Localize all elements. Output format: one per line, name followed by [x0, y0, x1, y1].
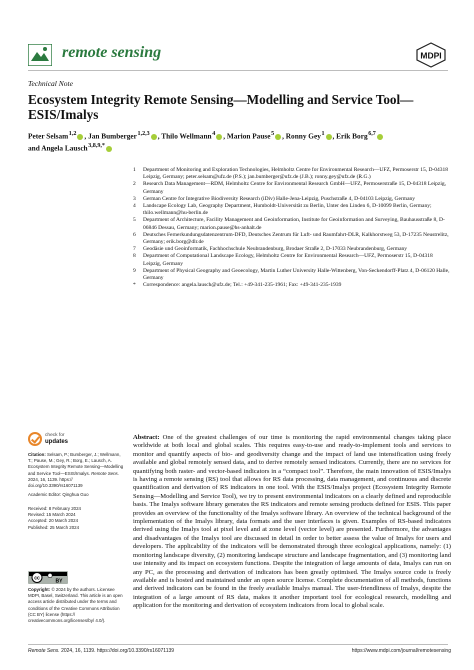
received-date: Received: 8 February 2024 — [28, 506, 81, 511]
author-name[interactable]: Erik Borg — [336, 131, 368, 141]
citation-journal: Remote Sens. — [91, 470, 119, 476]
affiliation-text: Landscape Ecology Lab, Geography Department, Humboldt-Universität zu Berlin, Unter den Linden 6, D-10099 Berlin, Germany; thilo.wellmann@hu-berlin.de — [143, 203, 432, 217]
affiliation-item — [133, 232, 451, 246]
journal-name[interactable]: remote sensing — [62, 44, 162, 61]
check-for-updates-label — [45, 433, 68, 446]
affiliation-item — [133, 196, 451, 203]
affiliation-list — [133, 167, 451, 289]
author-affil-sup: 5 — [271, 131, 275, 137]
cc-label: cc — [34, 575, 40, 582]
check-updates-bottom: updates — [45, 439, 69, 445]
affiliation-text: Correspondence: angela.lausch@ufz.de; Tel.: +49-341-235-1961; Fax: +49-341-235-1939 — [143, 282, 342, 289]
orcid-icon[interactable] — [77, 134, 83, 140]
citation-doi[interactable]: 2024, 16, 1139. https:// doi.org/10.3390/rs16071139 — [28, 476, 83, 489]
check-for-updates-button[interactable] — [28, 432, 88, 448]
affiliation-number: 8 — [133, 253, 136, 260]
affiliation-text: Department of Architecture, Facility Management and Geoinformation, Institute for Geoinformation and Surveying, Bauhausstraße 8, D-06846 Dessau, Germany; marion.pause@hs-anhalt.de — [143, 217, 445, 231]
orcid-icon[interactable] — [377, 134, 383, 140]
mdpi-logo-text: MDPI — [420, 50, 442, 61]
copyright-label: Copyright: — [28, 587, 51, 592]
abstract-label: Abstract: — [133, 434, 160, 441]
affiliation-number: 7 — [133, 246, 136, 253]
checkmark-icon — [28, 432, 42, 446]
affiliation-number: 2 — [133, 181, 136, 188]
published-date: Published: 25 March 2024 — [28, 524, 80, 530]
orcid-icon[interactable] — [106, 146, 112, 152]
journal-header — [28, 42, 448, 68]
citation-text: Selsam, P.; Bumberger, J.; Wellmann, T.; Pause, M.; Gey, R.; Borg, E.; Lausch, A. Ecosystem Integrity Remote Sensing—Modelling and Service Tool—ESIS/Imalys. — [28, 452, 124, 476]
affiliation-number: * — [133, 282, 136, 289]
affiliation-number: 3 — [133, 195, 136, 202]
author-affil-sup: 1,2 — [68, 131, 77, 137]
affiliation-text: Department of Computational Landscape Ecology, Helmholtz Centre for Environmental Research—UFZ, Permoserstr 15, D-04318 Leipzig, Germany — [143, 253, 433, 267]
author-name[interactable]: Thilo Wellmann — [161, 131, 212, 141]
author-name[interactable]: Ronny Gey — [285, 131, 321, 141]
footer-doi[interactable]: 2024, 16, 1139. https://doi.org/10.3390/rs16071139 — [61, 648, 175, 654]
affiliation-number: 9 — [133, 267, 136, 274]
affiliation-text: Department of Physical Geography and Geoecology, Martin Luther University Halle-Wittenberg, Von-Seckendorff-Platz 4, D-06120 Halle, Germany — [143, 267, 450, 282]
article-title: Ecosystem Integrity Remote Sensing—Modelling and Service Tool—ESIS/Imalys — [28, 92, 414, 122]
copyright-text: © 2024 by the authors. Licensee MDPI, Basel, Switzerland. This article is an open access article distributed under the terms and conditions of the Creative Commons Attribution (CC BY) license (https:// creativecommons.org/licenses/by/ 4.0/). — [28, 587, 123, 624]
editor-label: Academic Editor: — [28, 492, 62, 497]
citation-label: Citation: — [28, 452, 46, 457]
affiliation-text: Deutsches Fernerkundungsdatenzentrum-DFD, Deutsches Zentrum für Luft- und Raumfahrt-DLR, Kalkhorstweg 53, D-17235 Neustrelitz, Germany; erik.borg@dlr.de — [143, 231, 449, 246]
author-affil-sup: 3,8,9,* — [88, 143, 105, 150]
author-affil-sup: 6,7 — [368, 131, 376, 137]
correspondence-item — [133, 282, 451, 289]
author-name[interactable]: Marion Pause — [226, 131, 271, 141]
authors-connector: and — [28, 143, 40, 153]
editor-name: Qinghua Guo — [62, 492, 89, 497]
affiliation-item — [133, 217, 451, 231]
academic-editor-block — [28, 492, 126, 498]
affiliation-text: Department of Monitoring and Exploration Technologies, Helmholtz Centre for Environmental Research—UFZ, Permoserstr 15, D-04318 Leipzig, Germany; peter.selsam@ufz.de (P.S.); jan.bumberger@ufz.de (J.B.); ronny.gey@ufz.de (R.G.) — [143, 167, 449, 181]
orcid-icon[interactable] — [275, 134, 281, 140]
abstract-text: One of the greatest challenges of our time is monitoring the rapid environmental changes taking place worldwide at both local and global scales. This requires easy-to-use and ready-to-implement tools and services to monitor and quantify aspects of bio- and geodiversity change and the impact of land use intensification using freely available and global remotely sensed data, and to derive remotely sensed indicators. Currently, there are no services for quantifying both raster- and vector-based indicators in a “compact tool”. Therefore, the main innovation of ESIS/Imalys is having a remote sensing (RS) tool that allows for RS data processing, data management, and continuous and discrete quantification and derivation of RS indicators in one tool. With the ESIS/Imalys project (Ecosystem Integrity Remote Sensing—Modelling and Service Tool), we try to present environmental indicators on a clearly defined and reproducible basis. The Imalys software library generates the RS indicators and remote sensing products defined for ESIS. This paper provides an overview of the functionality of the Imalys software library. An overview of the technical background of the implementation of the Imalys library, data formats and the user interfaces is given. Examples of RS-based indicators derived using the Imalys tool at pixel level and at zone level (vector level) are presented. Furthermore, the advantages and disadvantages of the Imalys tool are discussed in detail in order to better assess the value of Imalys for users and developers. The applicability of the indicators will be demonstrated through three ecological applications, namely: (1) monitoring landscape diversity, (2) monitoring landscape structure and landscape fragmentation, and (3) monitoring land use intensity and its impact on ecosystem functions. Despite the integration of large amounts of data, Imalys can run on any PC, as the processing and derivation of indicators has been greatly optimised. The Imalys source code is freely available and is hosted and maintained under an open source license. Complete documentation of all methods, functions and derived indicators can be found in the freely available Imalys manual. The user-friendliness of Imalys, despite the integration of a large amount of RS data, makes it another important tool for ecological research, modelling and application for the monitoring and derivation of ecosystem indicators from local to global scale. — [133, 434, 452, 610]
affiliation-item — [133, 181, 451, 195]
affiliation-item — [133, 203, 451, 217]
author-affil-sup: 1 — [321, 131, 325, 137]
footer-journal: Remote Sens. — [28, 648, 60, 654]
article-type: Technical Note — [28, 79, 73, 88]
affiliation-text: Geodäsie und Geoinformatik, Fachhochschule Neubrandenburg, Brodaer Straße 2, D-17033 Neubrandenburg, Germany — [143, 246, 408, 253]
affiliation-item — [133, 268, 451, 282]
affiliation-number: 1 — [133, 167, 136, 173]
header-divider — [28, 70, 448, 71]
affiliation-text: German Centre for Integrative Biodiversity Research (iDiv) Halle-Jena-Leipzig, Puschstraße 4, D-04103 Leipzig, Germany — [143, 195, 416, 202]
dates-block — [28, 506, 126, 531]
citation-block — [28, 452, 126, 489]
footer-journal-url[interactable]: https://www.mdpi.com/journal/remotesensing — [351, 648, 451, 654]
affiliation-item — [133, 167, 451, 181]
author-name[interactable]: Jan Bumberger — [88, 131, 137, 141]
cc-by-label: BY — [55, 578, 63, 584]
revised-date: Revised: 15 March 2024 — [28, 512, 76, 518]
affiliation-number: 4 — [133, 203, 136, 210]
footer-divider — [28, 644, 448, 645]
copyright-block — [28, 587, 126, 624]
affiliation-text: Research Data Management—RDM, Helmholtz Centre for Environmental Research GmbH—UFZ, Permoserstraße 15, D-04318 Leipzig, Germany — [143, 181, 447, 195]
author-name[interactable]: Angela Lausch — [41, 143, 88, 153]
author-list: Peter Selsam $^{1,2}$ , Jan Bumberger $^{1,2,3}$ , Thilo Wellmann $^4$ , Marion Pause $^5$ , Ronny Gey $^1$ , Erik Borg $^{6,7}$ and Angela Lausch $^{3,8,9,*}$ — [28, 129, 458, 154]
orcid-icon[interactable] — [216, 134, 222, 140]
author-affil-sup: 1,2,3 — [137, 131, 150, 137]
affiliation-number: 5 — [133, 217, 136, 224]
abstract — [133, 434, 451, 611]
cc-by-license-icon[interactable] — [28, 571, 68, 584]
affiliation-number: 6 — [133, 231, 136, 238]
affiliation-item — [133, 253, 451, 267]
author-affil-sup: 4 — [212, 131, 216, 137]
orcid-icon[interactable] — [326, 134, 332, 140]
mdpi-logo-icon[interactable] — [414, 42, 448, 68]
journal-logo-icon — [28, 44, 52, 66]
author-name[interactable]: Peter Selsam — [28, 131, 69, 141]
check-updates-top: check for — [45, 433, 65, 438]
accepted-date: Accepted: 20 March 2024 — [28, 518, 79, 524]
footer-citation — [28, 648, 174, 654]
orcid-icon[interactable] — [151, 134, 157, 140]
